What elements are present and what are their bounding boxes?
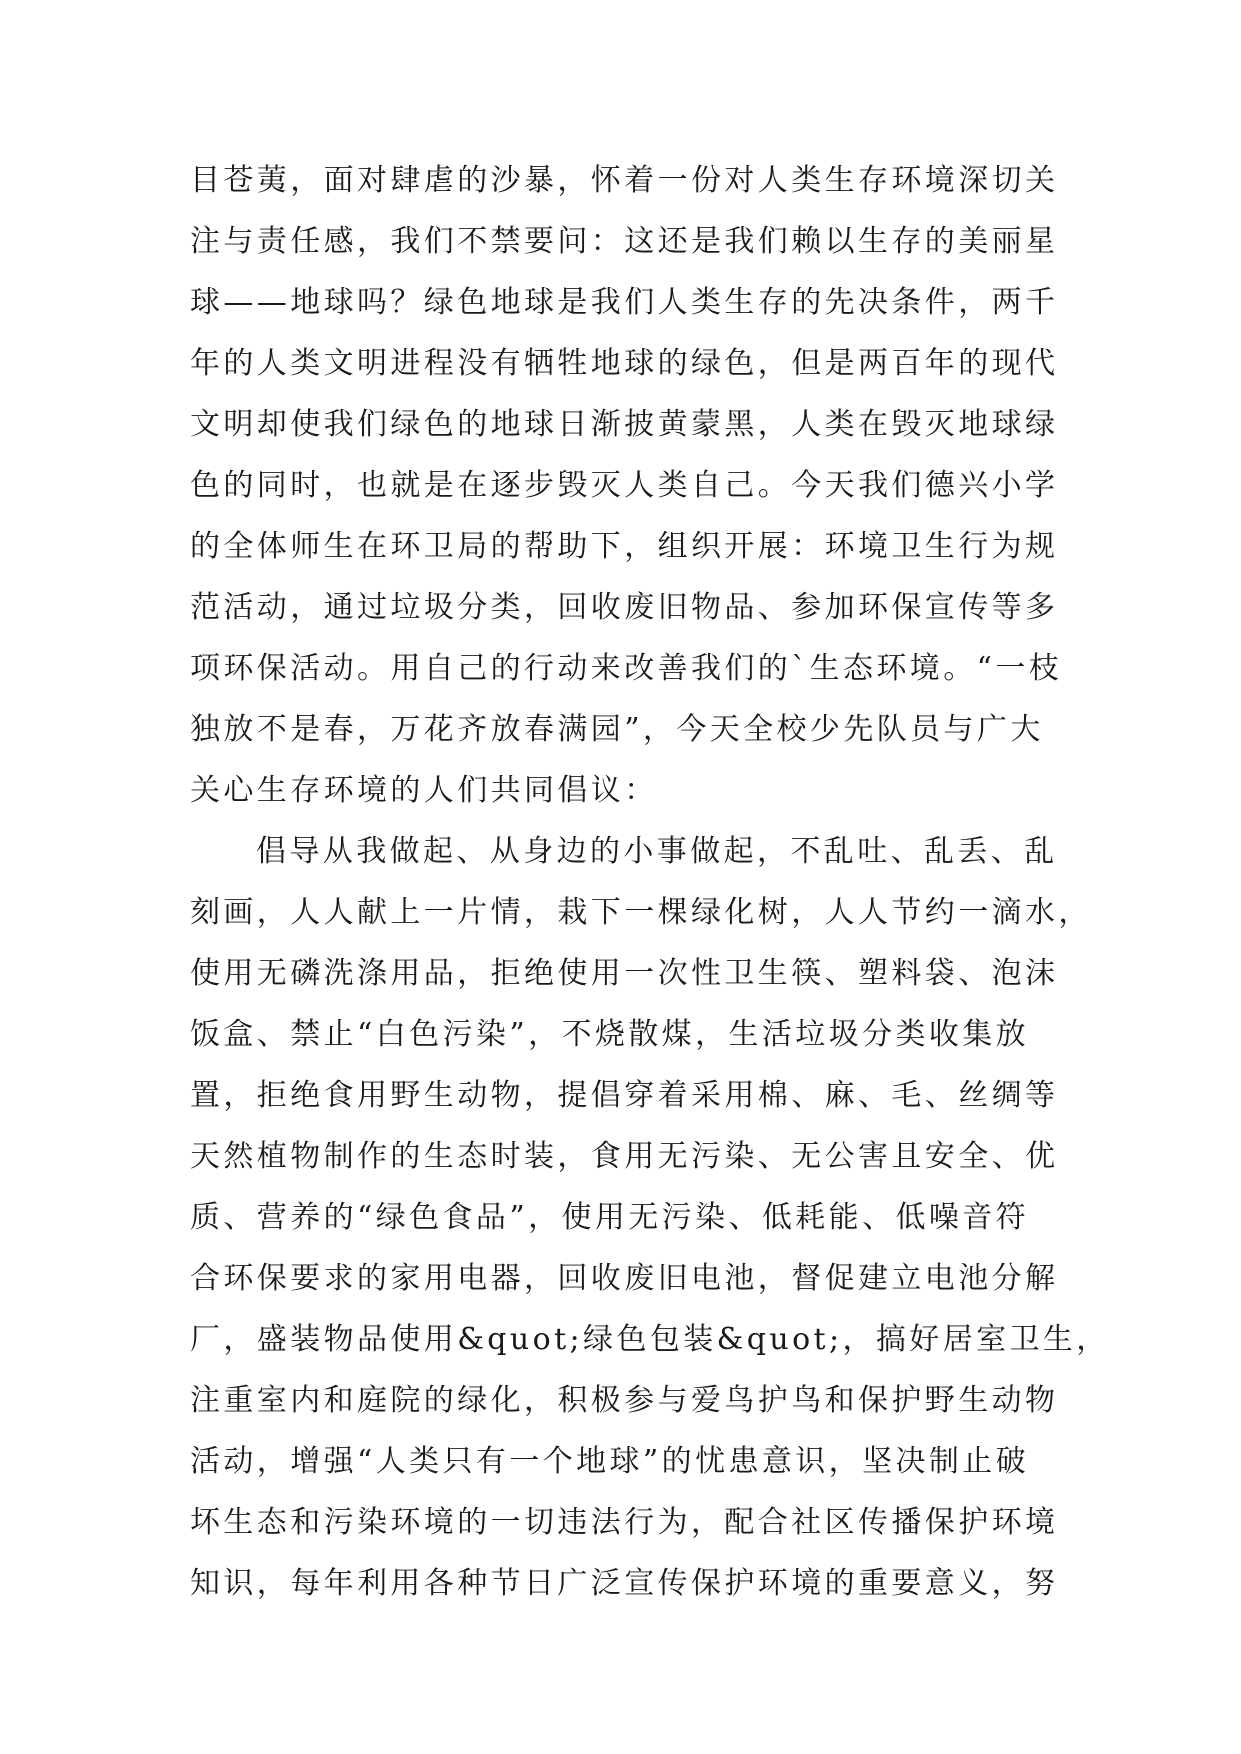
text-line: 注重室内和庭院的绿化，积极参与爱鸟护鸟和保护野生动物 — [190, 1383, 1059, 1418]
text-line: 项环保活动。用自己的行动来改善我们的`生态环境。“一枝 — [190, 651, 1063, 686]
text-line: 置，拒绝食用野生动物，提倡穿着采用棉、麻、毛、丝绸等 — [190, 1078, 1059, 1113]
text-line: 目苍荑，面对肆虐的沙暴，怀着一份对人类生存环境深切关 — [190, 163, 1059, 198]
text-line: 球——地球吗？绿色地球是我们人类生存的先决条件，两千 — [190, 285, 1059, 320]
text-line: 色的同时，也就是在逐步毁灭人类自己。今天我们德兴小学 — [190, 468, 1059, 503]
text-line: 使用无磷洗涤用品，拒绝使用一次性卫生筷、塑料袋、泡沫 — [190, 956, 1059, 991]
text-line: 注与责任感，我们不禁要问：这还是我们赖以生存的美丽星 — [190, 224, 1059, 259]
text-line: 饭盒、禁止“白色污染”，不烧散煤，生活垃圾分类收集放 — [190, 1017, 1030, 1052]
paragraph-start-line: 倡导从我做起、从身边的小事做起，不乱吐、乱丢、乱 — [256, 834, 1058, 869]
text-line: 活动，增强“人类只有一个地球”的忧患意识，坚决制止破 — [190, 1444, 1030, 1479]
text-line: 文明却使我们绿色的地球日渐披黄蒙黑，人类在毁灭地球绿 — [190, 407, 1059, 442]
body-text — [190, 150, 1110, 1614]
text-line: 质、营养的“绿色食品”，使用无污染、低耗能、低噪音符 — [190, 1200, 1030, 1235]
text-line: 厂，盛装物品使用&quot;绿色包装&quot;，搞好居室卫生， — [190, 1322, 1110, 1357]
text-line: 关心生存环境的人们共同倡议： — [190, 773, 658, 808]
text-line: 的全体师生在环卫局的帮助下，组织开展：环境卫生行为规 — [190, 529, 1059, 564]
text-line: 独放不是春，万花齐放春满园”，今天全校少先队员与广大 — [190, 712, 1044, 747]
text-line: 合环保要求的家用电器，回收废旧电池，督促建立电池分解 — [190, 1261, 1059, 1296]
text-line: 坏生态和污染环境的一切违法行为，配合社区传播保护环境 — [190, 1505, 1059, 1540]
text-line: 天然植物制作的生态时装，食用无污染、无公害且安全、优 — [190, 1139, 1059, 1174]
text-line: 年的人类文明进程没有牺牲地球的绿色，但是两百年的现代 — [190, 346, 1059, 381]
text-line: 刻画，人人献上一片情，栽下一棵绿化树，人人节约一滴水， — [190, 895, 1092, 930]
text-line: 范活动，通过垃圾分类，回收废旧物品、参加环保宣传等多 — [190, 590, 1059, 625]
text-line: 知识，每年利用各种节日广泛宣传保护环境的重要意义，努 — [190, 1566, 1059, 1601]
